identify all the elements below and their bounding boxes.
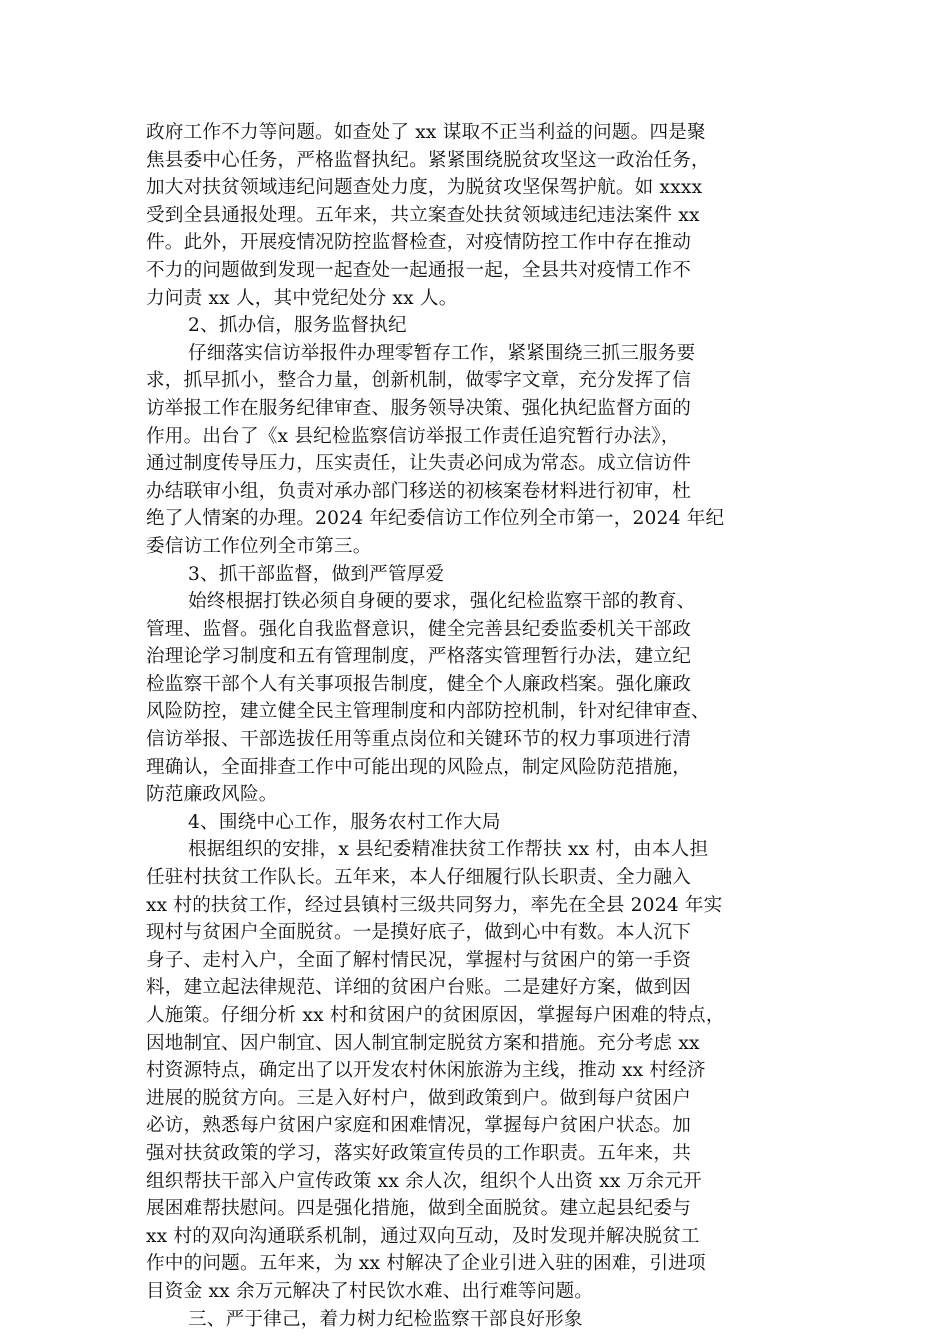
text-line: 求，抓早抓小，整合力量，创新机制，做零字文章，充分发挥了信 (146, 370, 692, 392)
text-line: 作中的问题。五年来，为 xx 村解决了企业引进入驻的困难，引进项 (146, 1253, 706, 1275)
text-line: 风险防控，建立健全民主管理制度和内部防控机制，针对纪律审查、 (146, 701, 710, 723)
text-line: 料，建立起法律规范、详细的贫困户台账。二是建好方案，做到因 (146, 977, 692, 999)
document-body (146, 119, 826, 1333)
text-line: 治理论学习制度和五有管理制度，严格落实管理暂行办法，建立纪 (146, 646, 692, 668)
text-line: 必访，熟悉每户贫困户家庭和困难情况，掌握每户贫困户状态。加 (146, 1115, 692, 1137)
text-line: 进展的脱贫方向。三是入好村户，做到政策到户。做到每户贫困户 (146, 1087, 692, 1109)
text-line: 任驻村扶贫工作队长。五年来，本人仔细履行队长职责、全力融入 (146, 867, 692, 889)
text-line: 仔细落实信访举报件办理零暂存工作，紧紧围绕三抓三服务要 (188, 342, 696, 364)
text-line: 展困难帮扶慰问。四是强化措施，做到全面脱贫。建立起县纪委与 (146, 1198, 692, 1220)
text-line: 身子、走村入户，全面了解村情民况，掌握村与贫困户的第一手资 (146, 949, 692, 971)
text-line: 2、抓办信，服务监督执纪 (188, 315, 407, 337)
text-line: xx 村的扶贫工作，经过县镇村三级共同努力，率先在全县 2024 年实 (146, 894, 723, 916)
text-line: 3、抓干部监督，做到严管厚爱 (188, 563, 445, 585)
text-line: 政府工作不力等问题。如查处了 xx 谋取不正当利益的问题。四是聚 (146, 122, 706, 143)
text-line: 因地制宜、因户制宜、因人制宜制定脱贫方案和措施。充分考虑 xx (146, 1032, 700, 1054)
text-line: 焦县委中心任务，严格监督执纪。紧紧围绕脱贫攻坚这一政治任务， (146, 149, 710, 171)
text-line: 作用。出台了《x 县纪检监察信访举报工作责任追究暂行办法》， (146, 425, 680, 447)
text-line: 人施策。仔细分析 xx 村和贫困户的贫困原因，掌握每户困难的特点， (146, 1005, 725, 1026)
text-line: 理确认，全面排查工作中可能出现的风险点，制定风险防范措施， (146, 756, 692, 778)
text-line: 绝了人情案的办理。2024 年纪委信访工作位列全市第一，2024 年纪 (146, 508, 725, 530)
text-line: 村资源特点，确定出了以开发农村休闲旅游为主线，推动 xx 村经济 (146, 1060, 706, 1082)
text-line: 办结联审小组，负责对承办部门移送的初核案卷材料进行初审，杜 (146, 480, 692, 502)
text-line: 访举报工作在服务纪律审查、服务领导决策、强化执纪监督方面的 (146, 397, 692, 419)
text-line: 受到全县通报处理。五年来，共立案查处扶贫领域违纪违法案件 xx (146, 204, 700, 226)
text-line: 组织帮扶干部入户宣传政策 xx 余人次，组织个人出资 xx 万余元开 (146, 1170, 702, 1192)
text-line: 强对扶贫政策的学习，落实好政策宣传员的工作职责。五年来，共 (146, 1142, 692, 1164)
text-line: 委信访工作位列全市第三。 (146, 535, 372, 557)
text-line: xx 村的双向沟通联系机制，通过双向互动，及时发现并解决脱贫工 (146, 1225, 700, 1247)
text-line: 4、围绕中心工作，服务农村工作大局 (188, 811, 501, 833)
text-line: 不力的问题做到发现一起查处一起通报一起，全县共对疫情工作不 (146, 259, 692, 281)
text-line: 根据组织的安排，x 县纪委精准扶贫工作帮扶 xx 村，由本人担 (188, 839, 709, 861)
text-line: 力问责 xx 人，其中党纪处分 xx 人。 (146, 287, 458, 309)
text-line: 现村与贫困户全面脱贫。一是摸好底子，做到心中有数。本人沉下 (146, 922, 692, 944)
text-line: 目资金 xx 余万元解决了村民饮水难、出行难等问题。 (146, 1280, 594, 1302)
text-line: 三、严于律己，着力树力纪检监察干部良好形象 (188, 1308, 583, 1330)
text-line: 件。此外，开展疫情况防控监督检查，对疫情防控工作中存在推动 (146, 232, 692, 254)
text-line: 通过制度传导压力，压实责任，让失责必问成为常态。成立信访件 (146, 453, 692, 475)
text-line: 检监察干部个人有关事项报告制度，健全个人廉政档案。强化廉政 (146, 673, 692, 695)
text-line: 管理、监督。强化自我监督意识，健全完善县纪委监委机关干部政 (146, 618, 692, 640)
text-line: 加大对扶贫领域违纪问题查处力度，为脱贫攻坚保驾护航。如 xxxx (146, 177, 703, 199)
text-line: 信访举报、干部选拔任用等重点岗位和关键环节的权力事项进行清 (146, 729, 692, 751)
text-line: 始终根据打铁必须自身硬的要求，强化纪检监察干部的教育、 (188, 591, 696, 613)
text-line: 防范廉政风险。 (146, 784, 278, 806)
